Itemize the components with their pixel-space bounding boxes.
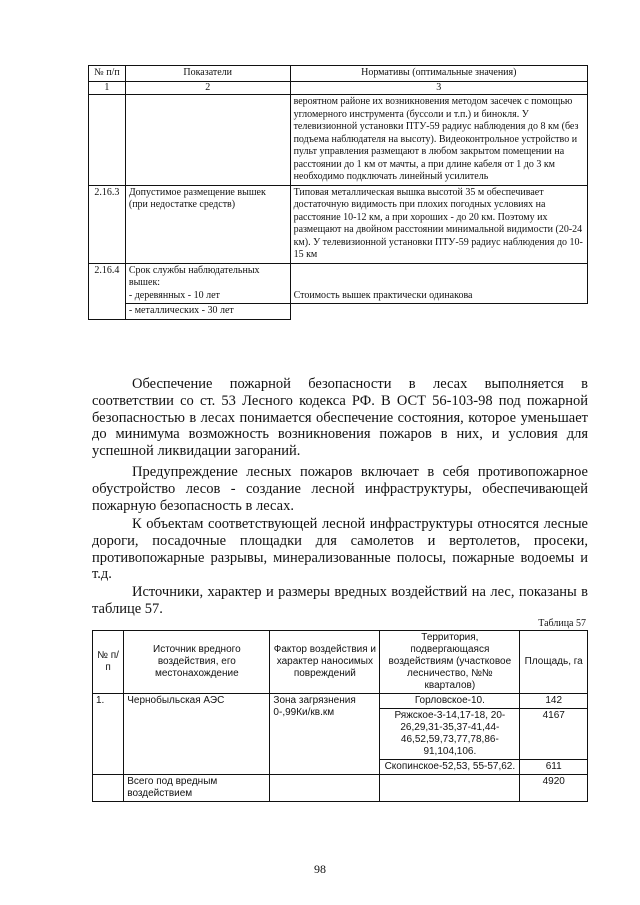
- table-row: [89, 185, 588, 263]
- row-number: [89, 95, 126, 186]
- header-area: Площадь, га: [520, 631, 588, 694]
- table-header-row: [89, 66, 588, 82]
- paragraph: Источники, характер и размеры вредных воздействий на лес, показаны в таблице 57.: [92, 584, 588, 617]
- row-number: 2.16.4: [89, 263, 126, 319]
- paragraph: Предупреждение лесных пожаров включает в себя противопожарное обустройство лесов - создание лесной инфраструктуры, обеспечивающей пожарную безопасность в лесах.: [92, 464, 588, 514]
- row-area: 142: [520, 694, 588, 709]
- indicator-item: - деревянных - 10 лет: [128, 289, 220, 301]
- total-area: 4920: [520, 775, 588, 802]
- header-source: Источник вредного воздействия, его местонахождение: [124, 631, 270, 694]
- table-caption: Таблица 57: [538, 618, 586, 629]
- norms-table: [88, 65, 588, 320]
- row-territory: Горловское-10.: [380, 694, 520, 709]
- table-row: [89, 263, 588, 304]
- total-number: [93, 775, 124, 802]
- total-label: Всего под вредным воздействием: [124, 775, 270, 802]
- row-area: 4167: [520, 709, 588, 760]
- table-total-row: [93, 775, 588, 802]
- row-number: 1.: [93, 694, 124, 775]
- indicator-title: Срок службы наблюдательных вышек:: [128, 264, 260, 288]
- indicator-item: - металлических - 30 лет: [125, 304, 290, 320]
- row-number: 2.16.3: [89, 185, 126, 263]
- table-row: [89, 304, 588, 320]
- total-factor: [270, 775, 380, 802]
- table-header-row: [93, 631, 588, 694]
- paragraph: К объектам соответствующей лесной инфраструктуры относятся лесные дороги, посадочные площадки для самолетов и вертолетов, просеки, противопожарные разрывы, минерализованные полосы, пожарные водоемы и т.д.: [92, 516, 588, 583]
- col-number: 3: [290, 81, 587, 95]
- row-norm: вероятном районе их возникновения методом засечек с помощью угломерного инструмента (буссоли и т.п.) и бинокля. У телевизионной установки ПТУ-59 радиус наблюдения до 8 км (без подъема наблюдателя на высоту). Видеоконтрольное устройство и пульт управления размещают в любом закрытом помещении на расстоянии до 1 км от мачты, а при длине кабеля от 1 до 3 км необходимо подключать линейный усилитель: [290, 95, 587, 186]
- col-number: 2: [125, 81, 290, 95]
- total-territory: [380, 775, 520, 802]
- row-norm: Типовая металлическая вышка высотой 35 м обеспечивает достаточную видимость при плохих погодных условиях на расстояние 10-12 км, а при хороших - до 20 км. Поэтому их размещают на двойном расстоянии минимальной видимости (20-24 км). У телевизионной установки ПТУ-59 радиус наблюдения до 10-15 км: [290, 185, 587, 263]
- header-norms: Нормативы (оптимальные значения): [290, 66, 587, 82]
- table-row: [93, 694, 588, 709]
- page-number: 98: [314, 862, 326, 876]
- row-area: 611: [520, 760, 588, 775]
- row-territory: Ряжское-3-14,17-18, 20-26,29,31-35,37-41,44-46,52,59,73,77,78,86-91,104,106.: [380, 709, 520, 760]
- header-factor: Фактор воздействия и характер наносимых повреждений: [270, 631, 380, 694]
- header-territory: Территория, подвергающаяся воздействиям (участковое лесничество, №№ кварталов): [380, 631, 520, 694]
- row-factor: Зона загрязнения 0-,99Ки/кв.км: [270, 694, 380, 775]
- row-indicator: Допустимое размещение вышек (при недостатке средств): [125, 185, 290, 263]
- header-indicators: Показатели: [125, 66, 290, 82]
- row-territory: Скопинское-52,53, 55-57,62.: [380, 760, 520, 775]
- column-number-row: [89, 81, 588, 95]
- row-source: Чернобыльская АЭС: [124, 694, 270, 775]
- header-number: № п/п: [93, 631, 124, 694]
- row-indicator: [125, 95, 290, 186]
- table-row: [89, 95, 588, 186]
- paragraph: Обеспечение пожарной безопасности в лесах выполняется в соответствии со ст. 53 Лесного кодекса РФ. В ОСТ 56-103-98 под пожарной безопасностью в лесах понимается обеспечение состояния, которое уменьшает до минимума возможность возникновения пожаров в них, и условия для успешной ликвидации загораний.: [92, 376, 588, 460]
- row-norm: Стоимость вышек практически одинакова: [290, 263, 587, 304]
- col-number: 1: [89, 81, 126, 95]
- impact-table: [92, 630, 588, 802]
- row-indicator: [125, 263, 290, 304]
- header-number: № п/п: [89, 66, 126, 82]
